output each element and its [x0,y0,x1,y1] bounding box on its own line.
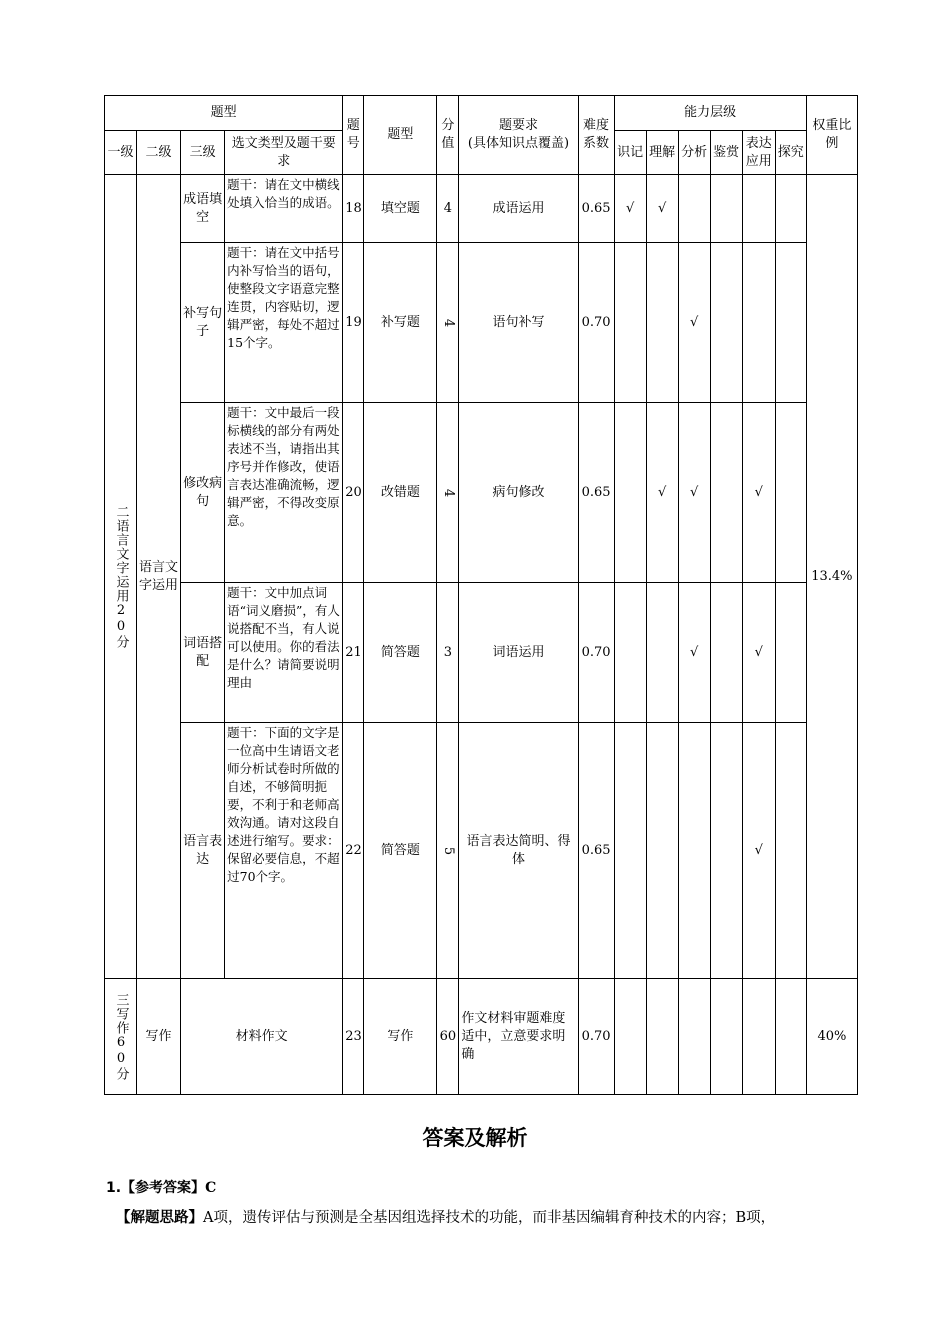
row-knowledge: 语句补写 [459,243,578,403]
exam-spec-table [104,95,858,1095]
header-score: 分值 [437,96,459,175]
row-mark-express: √ [742,583,775,723]
row-mark-analyze: √ [678,243,710,403]
row-mark-explore [775,243,806,403]
row-mark-understand: √ [646,403,678,583]
row-level3: 修改病句 [181,403,225,583]
row-mark-express: √ [742,403,775,583]
answer-label: 1.【参考答案】 [106,1180,206,1196]
row-requirement: 题干：文中加点词语“词义磨损”，有人说搭配不当，有人说可以使用。你的看法是什么？请简要说明理由 [225,583,343,723]
section3-passage: 材料作文 [181,979,343,1095]
row-question-type: 补写题 [364,243,437,403]
row-score-text: 4 [440,488,456,497]
row-knowledge: 词语运用 [459,583,578,723]
row-requirement: 题干：文中最后一段标横线的部分有两处表述不当，请指出其序号并作修改，使语言表达准确流畅，逻辑严密，不得改变原意。 [225,403,343,583]
header-ability-express: 表达应用 [742,131,775,175]
header-qtype-group: 题型 [105,96,343,131]
header-requirements [459,96,578,175]
table-row [105,979,858,1095]
row-requirement: 题干：下面的文字是一位高中生请语文老师分析试卷时所做的自述，不够简明扼要，不利于和老师高效沟通。请对这段自述进行缩写。要求：保留必要信息，不超过70个字。 [225,723,343,979]
row-difficulty: 0.70 [578,583,614,723]
section2-level2: 语言文字运用 [137,175,181,979]
section2-weight: 13.4% [806,175,857,979]
section3-score: 60 [437,979,459,1095]
row-mark-appreciate [710,723,742,979]
row-mark-express [742,243,775,403]
row-mark-appreciate [710,403,742,583]
header-requirements-title: 题要求 [498,118,538,133]
row-knowledge: 病句修改 [459,403,578,583]
header-ability-recall: 识记 [614,131,646,175]
section3-mark-cell [775,979,806,1095]
row-mark-explore [775,723,806,979]
row-knowledge: 语言表达简明、得体 [459,723,578,979]
row-mark-analyze: √ [678,403,710,583]
row-score [437,403,459,583]
section3-level1: 三写作60分 [105,979,137,1095]
row-mark-explore [775,175,806,243]
row-difficulty: 0.65 [578,403,614,583]
row-mark-appreciate [710,175,742,243]
section3-level2: 写作 [137,979,181,1095]
row-mark-understand [646,243,678,403]
section3-question-no: 23 [343,979,364,1095]
row-question-type: 简答题 [364,583,437,723]
section3-question-type: 写作 [364,979,437,1095]
header-question-no: 题号 [343,96,364,175]
row-question-type: 填空题 [364,175,437,243]
row-mark-understand: √ [646,175,678,243]
section3-mark-cell [678,979,710,1095]
header-level3: 三级 [181,131,225,175]
header-ability-analyze: 分析 [678,131,710,175]
row-mark-analyze [678,723,710,979]
row-mark-express: √ [742,723,775,979]
row-mark-recall [614,243,646,403]
header-ability-understand: 理解 [646,131,678,175]
row-mark-analyze [678,175,710,243]
table-row [105,403,858,583]
section3-mark-cell [710,979,742,1095]
row-difficulty: 0.70 [578,243,614,403]
row-question-no: 20 [343,403,364,583]
row-question-no: 21 [343,583,364,723]
row-mark-express [742,175,775,243]
row-mark-analyze: √ [678,583,710,723]
section3-mark-cell [742,979,775,1095]
row-requirement: 题干：请在文中括号内补写恰当的语句，使整段文字语意完整连贯，内容贴切，逻辑严密，每处不超过15个字。 [225,243,343,403]
row-difficulty: 0.65 [578,175,614,243]
row-level3: 词语搭配 [181,583,225,723]
header-difficulty: 难度系数 [578,96,614,175]
header-ability-level: 能力层级 [614,96,806,131]
row-question-no: 22 [343,723,364,979]
header-level1: 一级 [105,131,137,175]
header-question-type: 题型 [364,96,437,175]
row-score: 4 [437,175,459,243]
answer-value: C [205,1180,217,1196]
row-mark-explore [775,583,806,723]
row-level3: 成语填空 [181,175,225,243]
row-score-text: 5 [440,846,456,855]
row-question-type: 简答题 [364,723,437,979]
row-question-no: 18 [343,175,364,243]
section3-knowledge: 作文材料审题难度适中，立意要求明确 [459,979,578,1095]
section3-weight: 40% [806,979,857,1095]
row-mark-recall [614,403,646,583]
table-row [105,723,858,979]
row-mark-understand [646,583,678,723]
header-ability-explore: 探究 [775,131,806,175]
section3-mark-cell [614,979,646,1095]
header-ability-appreciate: 鉴赏 [710,131,742,175]
row-knowledge: 成语运用 [459,175,578,243]
table-row [105,583,858,723]
row-mark-understand [646,723,678,979]
header-requirements-sub: (具体知识点覆盖) [467,136,570,151]
row-score-text: 4 [440,318,456,327]
section-heading: 答案及解析 [422,1126,528,1150]
row-level3: 补写句子 [181,243,225,403]
row-question-type: 改错题 [364,403,437,583]
row-mark-appreciate [710,583,742,723]
header-passage-type: 选文类型及题干要求 [225,131,343,175]
section3-mark-cell [646,979,678,1095]
answer-line [106,1177,216,1197]
table-row [105,243,858,403]
explanation-line [116,1207,868,1229]
row-score [437,723,459,979]
row-mark-recall [614,723,646,979]
explanation-label: 【解题思路】 [116,1210,203,1226]
row-mark-recall: √ [614,175,646,243]
table-row [105,175,858,243]
row-difficulty: 0.65 [578,723,614,979]
header-weight: 权重比例 [806,96,857,175]
row-score [437,243,459,403]
row-question-no: 19 [343,243,364,403]
row-score: 3 [437,583,459,723]
header-level2: 二级 [137,131,181,175]
explanation-text: A项，遗传评估与预测是全基因组选择技术的功能，而非基因编辑育种技术的内容；B项， [203,1210,776,1226]
section3-difficulty: 0.70 [578,979,614,1095]
row-mark-explore [775,403,806,583]
row-mark-appreciate [710,243,742,403]
row-mark-recall [614,583,646,723]
row-requirement: 题干：请在文中横线处填入恰当的成语。 [225,175,343,243]
section2-level1: 二语言文字运用20分 [105,175,137,979]
row-level3: 语言表达 [181,723,225,979]
